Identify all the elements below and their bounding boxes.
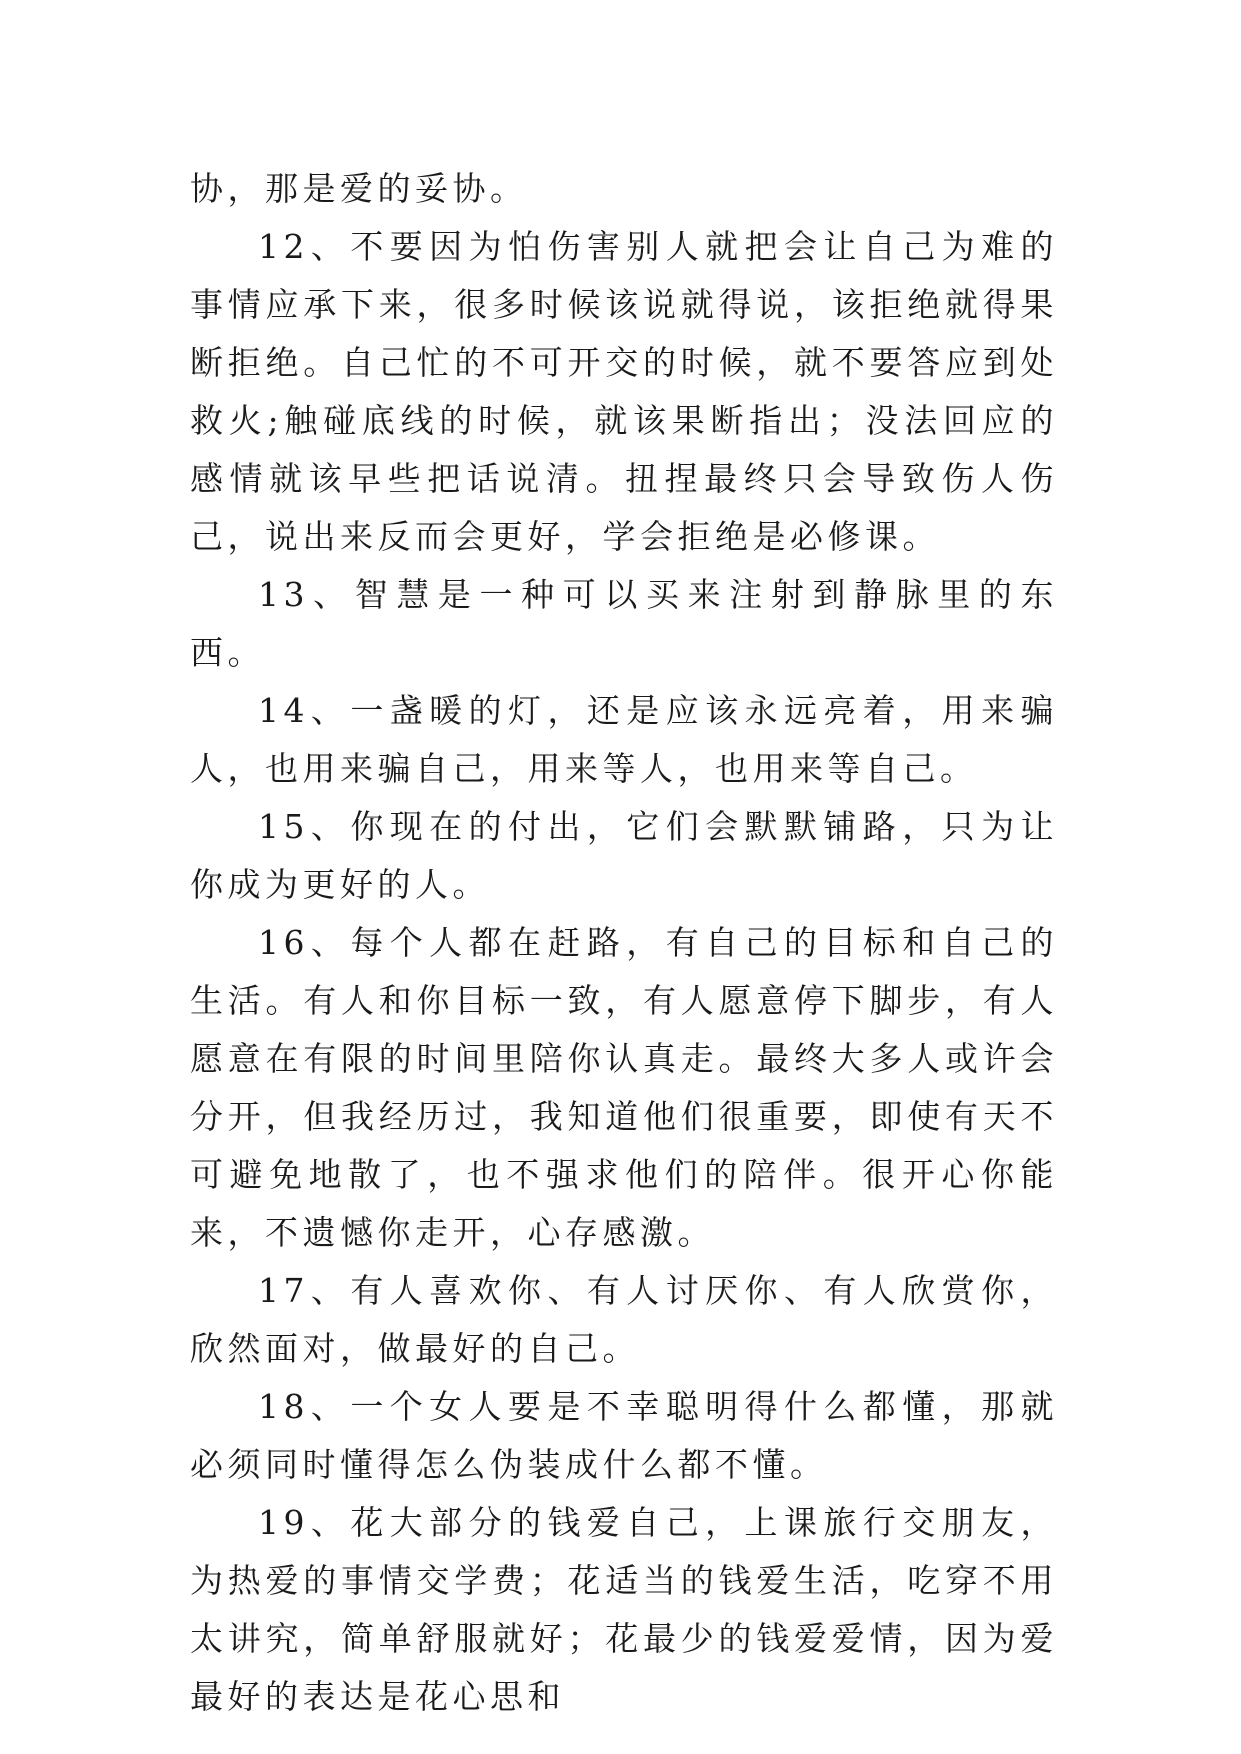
paragraph-18: 18、一个女人要是不幸聪明得什么都懂，那就必须同时懂得怎么伪装成什么都不懂。 xyxy=(190,1387,1058,1484)
paragraph-15: 15、你现在的付出，它们会默默铺路，只为让你成为更好的人。 xyxy=(190,807,1058,904)
paragraph-17: 17、有人喜欢你、有人讨厌你、有人欣赏你，欣然面对，做最好的自己。 xyxy=(190,1271,1058,1368)
paragraph-16: 16、每个人都在赶路，有自己的目标和自己的生活。有人和你目标一致，有人愿意停下脚步，有人愿意在有限的时间里陪你认真走。最终大多人或许会分开，但我经历过，我知道他们很重要，即使有天不可避免地散了，也不强求他们的陪伴。很开心你能来，不遗憾你走开，心存感激。 xyxy=(190,923,1058,1252)
paragraph-continuation: 协，那是爱的妥协。 xyxy=(190,169,528,208)
paragraph-12: 12、不要因为怕伤害别人就把会让自己为难的事情应承下来，很多时候该说就得说，该拒绝就得果断拒绝。自己忙的不可开交的时候，就不要答应到处救火;触碰底线的时候，就该果断指出；没法回应的感情就该早些把话说清。扭捏最终只会导致伤人伤己，说出来反而会更好，学会拒绝是必修课。 xyxy=(190,227,1058,556)
paragraph-14: 14、一盏暖的灯，还是应该永远亮着，用来骗人，也用来骗自己，用来等人，也用来等自己。 xyxy=(190,691,1058,788)
paragraph-13: 13、智慧是一种可以买来注射到静脉里的东西。 xyxy=(190,575,1058,672)
paragraph-19: 19、花大部分的钱爱自己，上课旅行交朋友，为热爱的事情交学费；花适当的钱爱生活，吃穿不用太讲究，简单舒服就好；花最少的钱爱爱情，因为爱最好的表达是花心思和 xyxy=(190,1503,1058,1716)
body-text xyxy=(190,160,1058,1726)
